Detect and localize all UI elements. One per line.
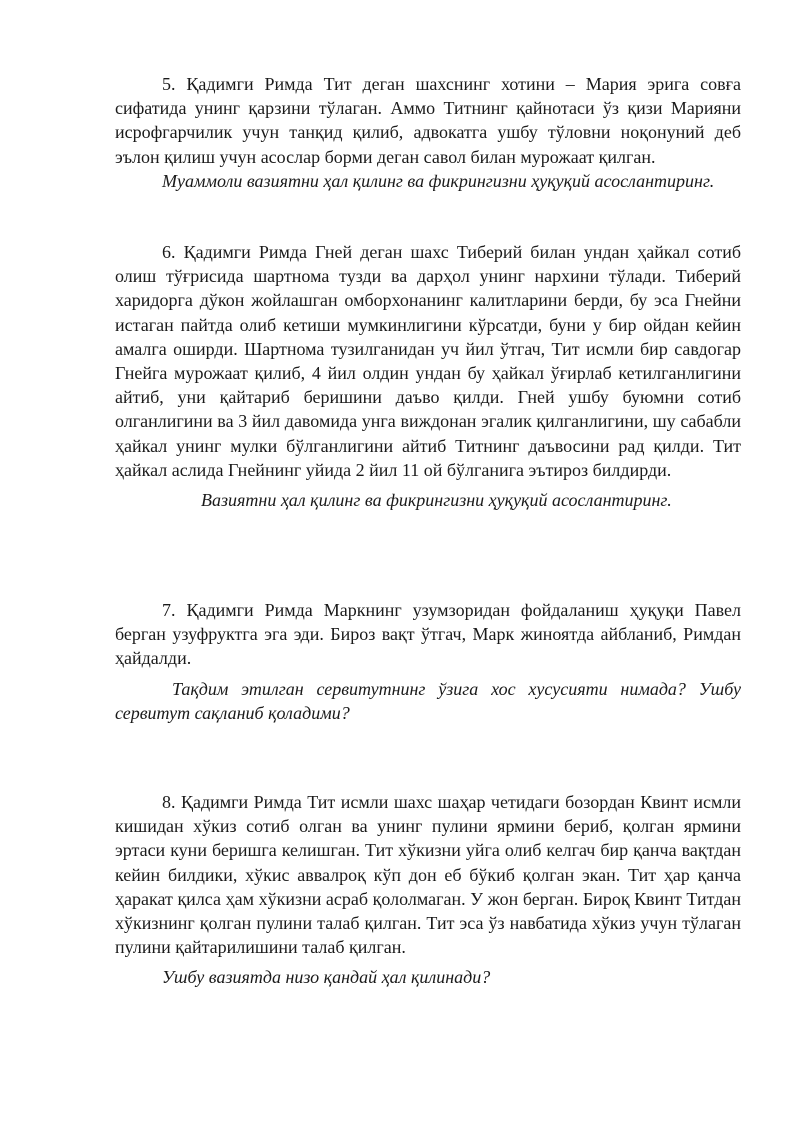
problem-5 bbox=[115, 72, 741, 193]
problem-8-task: Ушбу вазиятда низо қандай ҳал қилинади? bbox=[162, 967, 491, 988]
problem-7-text: 7. Қадимги Римда Маркнинг узумзоридан фойдаланиш ҳуқуқи Павел берган узуфруктга эга эди. Бироз вақт ўтгач, Марк жиноятда айбланиб, Римдан ҳайдалди. bbox=[115, 600, 741, 669]
problem-7 bbox=[115, 598, 741, 725]
problem-6-task: Вазиятни ҳал қилинг ва фикрингизни ҳуқуқий асослантиринг. bbox=[201, 490, 672, 511]
problem-5-text: 5. Қадимги Римда Тит деган шахснинг хотини – Мария эрига совға сифатида унинг қарзини тўлаган. Аммо Титнинг қайнотаси ўз қизи Марияни исрофгарчилик учун танқид қилиб, адвокатга ушбу тўловни ноқонуний деб эълон қилиш учун асослар борми деган савол билан мурожаат қилган. bbox=[115, 74, 741, 167]
problem-8-text: 8. Қадимги Римда Тит исмли шахс шаҳар четидаги бозордан Квинт исмли кишидан хўкиз сотиб олган ва унинг пулини ярмини бериб, қолган ярмини эртаси куни беришга келишган. Тит хўкизни уйга олиб келгач бир қанча вақтдан кейин билдики, хўкис аввалроқ кўп дон еб бўкиб қолган экан. Тит ҳар қанча ҳаракат қилса ҳам хўкизни асраб қололмаган. У жон берган. Бироқ Квинт Титдан хўкизнинг қолган пулини талаб қилган. Тит эса ўз навбатида хўкиз учун тўлаган пулини қайтарилишини талаб қилган. bbox=[115, 792, 741, 958]
problem-6 bbox=[115, 240, 741, 512]
problem-5-task: Муаммоли вазиятни ҳал қилинг ва фикрингизни ҳуқуқий асослантиринг. bbox=[162, 170, 715, 191]
problem-8 bbox=[115, 790, 741, 990]
problem-7-task: Тақдим этилган сервитутнинг ўзига хос хусусияти нимада? Ушбу сервитут сақланиб қоладими? bbox=[115, 678, 741, 723]
problem-6-text: 6. Қадимги Римда Гней деган шахс Тиберий билан ундан ҳайкал сотиб олиш тўғрисида шартнома тузди ва дарҳол унинг нархини тўлади. Тиберий харидорга дўкон жойлашган омборхонанинг калитларини берди, бу эса Гнейни истаган пайтда олиб кетиши мумкинлигини кўрсатди, буни у бир ойдан кейин амалга оширди. Шартнома тузилганидан уч йил ўтгач, Тит исмли бир савдогар Гнейга мурожаат қилиб, 4 йил олдин ундан бу ҳайкал ўғирлаб кетилганлигини айтиб, уни қайтариб беришини даъво қилди. Гней ушбу буюмни сотиб олганлигини ва 3 йил давомида унга виждонан эгалик қилганлигини, шу сабабли ҳайкал унинг мулки бўлганлигини айтиб Титнинг даъвосини рад қилди. Тит ҳайкал аслида Гнейнинг уйида 2 йил 11 ой бўлганига эътироз билдирди. bbox=[115, 242, 741, 480]
